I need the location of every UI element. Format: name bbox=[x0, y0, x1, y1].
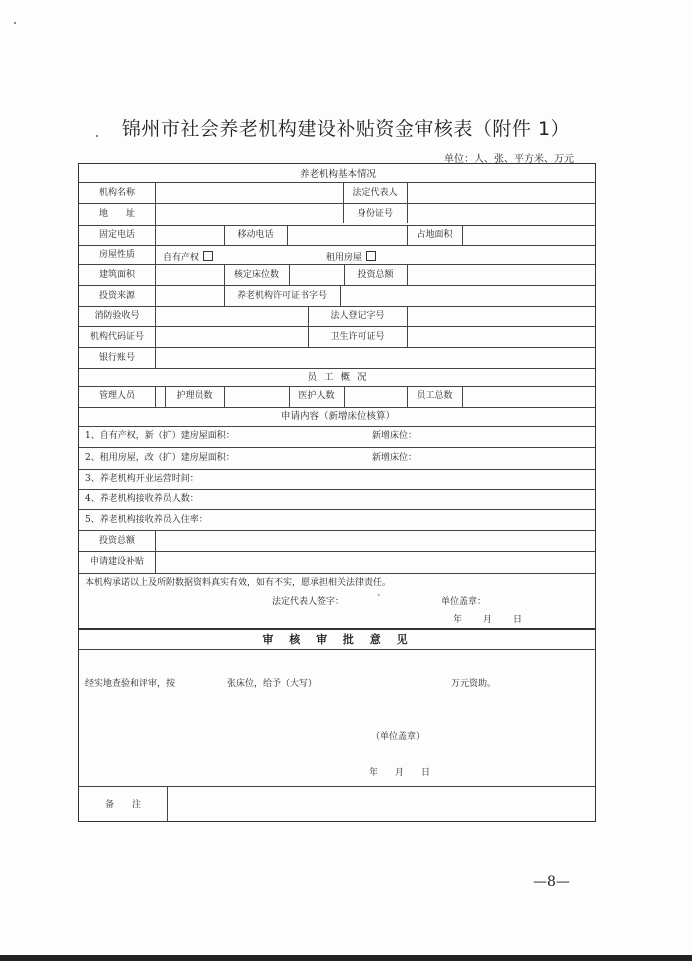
label-address: 地 址 bbox=[98, 209, 135, 219]
col-line bbox=[289, 264, 290, 285]
pledge-mark: ` bbox=[377, 595, 382, 605]
apply-item-1-beds: 新增床位： bbox=[372, 431, 418, 441]
col-line bbox=[407, 306, 408, 347]
label-phone: 固定电话 bbox=[98, 230, 135, 240]
label-org-code: 机构代码证号 bbox=[89, 332, 144, 342]
label-id-no: 身份证号 bbox=[356, 209, 393, 219]
review-seal: （单位盖章） bbox=[371, 732, 426, 742]
row-line bbox=[79, 628, 595, 630]
row-line bbox=[79, 347, 595, 348]
option-rent-label: 租用房屋 bbox=[326, 253, 363, 263]
row-line bbox=[79, 368, 595, 369]
apply-item-2: 2、租用房屋，改（扩）建房屋面积： bbox=[85, 453, 235, 463]
pledge-day: 日 bbox=[513, 615, 523, 625]
review-month: 月 bbox=[395, 768, 405, 778]
label-mobile: 移动电话 bbox=[237, 230, 274, 240]
review-text-1: 经实地查验和评审，按 bbox=[85, 679, 176, 689]
own-checkbox[interactable] bbox=[203, 251, 213, 261]
scan-speck bbox=[14, 22, 16, 24]
row-line bbox=[79, 306, 595, 307]
document-title: 锦州市社会养老机构建设补贴资金审核表（附件 1） bbox=[121, 118, 571, 140]
unit-note: 单位：人、张、平方米、万元 bbox=[444, 154, 574, 165]
option-rent[interactable] bbox=[326, 251, 376, 263]
review-year: 年 bbox=[369, 768, 379, 778]
col-line bbox=[287, 225, 288, 245]
label-land-area: 占地面积 bbox=[416, 230, 453, 240]
pledge-text: 本机构承诺以上及所附数据资料真实有效，如有不实，愿承担相关法律责任。 bbox=[85, 578, 392, 588]
row-line bbox=[79, 447, 595, 448]
label-license: 养老机构许可证书字号 bbox=[236, 291, 327, 301]
label-legal-reg: 法人登记字号 bbox=[330, 311, 385, 321]
label-house-type: 房屋性质 bbox=[98, 250, 135, 260]
label-name: 机构名称 bbox=[98, 188, 135, 198]
col-line bbox=[407, 264, 408, 285]
label-invest-total: 投资总额 bbox=[357, 270, 394, 280]
label-funding: 投资来源 bbox=[98, 291, 135, 301]
col-line bbox=[155, 386, 156, 407]
scan-speck bbox=[96, 135, 98, 137]
col-line bbox=[167, 786, 168, 822]
row-line bbox=[79, 426, 595, 427]
row-line bbox=[79, 509, 595, 510]
col-line bbox=[407, 182, 408, 223]
label-fire: 消防验收号 bbox=[94, 311, 140, 321]
option-own-label: 自有产权 bbox=[163, 253, 200, 263]
option-own[interactable] bbox=[163, 251, 213, 263]
review-day: 日 bbox=[421, 768, 431, 778]
row-line bbox=[79, 203, 595, 204]
col-line bbox=[344, 386, 345, 407]
pledge-month: 月 bbox=[483, 615, 493, 625]
section-staff-header: 员 工 概 况 bbox=[307, 372, 369, 383]
row-line bbox=[79, 225, 595, 226]
review-form-table bbox=[78, 163, 596, 822]
col-line bbox=[340, 285, 341, 306]
col-line bbox=[224, 386, 225, 407]
col-line bbox=[462, 225, 463, 245]
label-apply-invest: 投资总额 bbox=[98, 536, 135, 546]
apply-item-3: 3、养老机构开业运营时间： bbox=[85, 474, 199, 484]
row-line bbox=[79, 245, 595, 246]
rent-checkbox[interactable] bbox=[366, 251, 376, 261]
row-line bbox=[79, 182, 595, 183]
row-line bbox=[79, 530, 595, 531]
row-line bbox=[79, 264, 595, 265]
label-manager: 管理人员 bbox=[98, 391, 135, 401]
review-text-2: 张床位，给予（大写） bbox=[227, 679, 318, 689]
label-apply-subsidy: 申请建设补贴 bbox=[89, 557, 144, 567]
row-line bbox=[79, 285, 595, 286]
section-apply-header: 申请内容（新增床位核算） bbox=[280, 411, 395, 422]
label-nurse: 护理员数 bbox=[176, 391, 213, 401]
label-remarks: 备 注 bbox=[104, 800, 141, 810]
apply-item-1: 1、自有产权，新（扩）建房屋面积： bbox=[85, 431, 235, 441]
row-line bbox=[79, 326, 595, 327]
label-beds: 核定床位数 bbox=[233, 270, 279, 280]
row-line bbox=[79, 489, 595, 490]
pledge-seal-label: 单位盖章： bbox=[441, 597, 487, 607]
row-line bbox=[79, 407, 595, 408]
row-line bbox=[79, 551, 595, 552]
label-health: 卫生许可证号 bbox=[330, 332, 385, 342]
pledge-year: 年 bbox=[453, 615, 463, 625]
row-line bbox=[79, 469, 595, 470]
pledge-sign-label: 法定代表人签字： bbox=[272, 597, 345, 607]
row-line bbox=[79, 386, 595, 387]
section-basic-header: 养老机构基本情况 bbox=[299, 169, 376, 180]
row-line bbox=[79, 786, 595, 787]
label-legal-rep: 法定代表人 bbox=[352, 188, 398, 198]
col-line bbox=[155, 182, 156, 368]
label-bank: 银行账号 bbox=[98, 353, 135, 363]
label-medical: 医护人数 bbox=[298, 391, 335, 401]
col-line bbox=[155, 530, 156, 573]
label-build-area: 建筑面积 bbox=[98, 270, 135, 280]
row-line bbox=[79, 573, 595, 574]
section-review-header: 审 核 审 批 意 见 bbox=[262, 633, 414, 646]
apply-item-4: 4、养老机构接收养员人数： bbox=[85, 494, 199, 504]
apply-item-2-beds: 新增床位： bbox=[372, 453, 418, 463]
label-staff-total: 员工总数 bbox=[416, 391, 453, 401]
review-text-3: 万元资助。 bbox=[451, 679, 497, 689]
row-line bbox=[79, 649, 595, 650]
page-number: —8— bbox=[533, 874, 570, 890]
scan-edge bbox=[0, 955, 692, 961]
col-line bbox=[462, 386, 463, 407]
apply-item-5: 5、养老机构接收养员入住率： bbox=[85, 515, 208, 525]
